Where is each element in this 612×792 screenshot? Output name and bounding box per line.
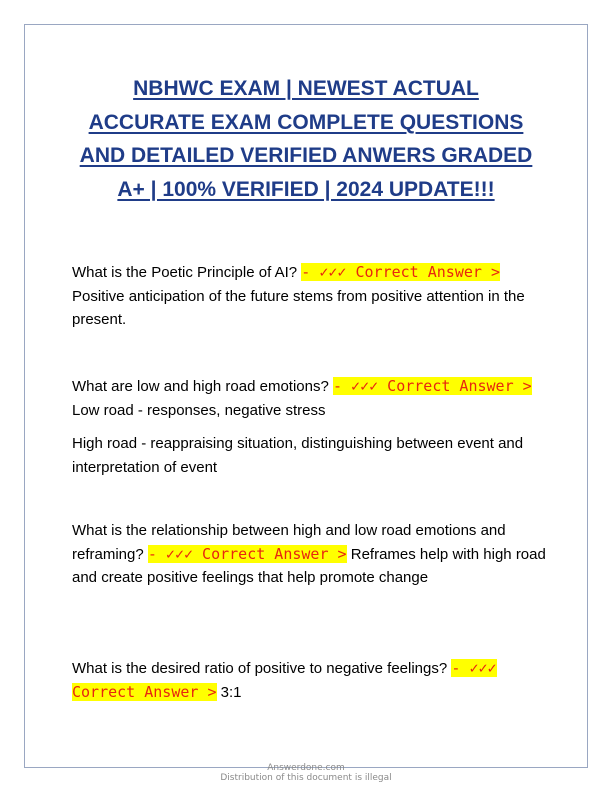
- answer-text: Reframes help with high road and create positive feelings that help promote change: [72, 545, 546, 586]
- correct-answer-marker: - ✓✓✓ Correct Answer >: [333, 377, 532, 395]
- title-line: NBHWC EXAM | NEWEST ACTUAL: [133, 77, 479, 100]
- document-title: [60, 72, 552, 206]
- footer-notice: Distribution of this document is illegal: [220, 773, 392, 783]
- footer-site: Answerdone.com: [267, 763, 345, 773]
- answer-text: Low road - responses, negative stress: [72, 401, 326, 419]
- qa-item: [72, 261, 552, 332]
- answer-text: Positive anticipation of the future stems from positive attention in the present.: [72, 287, 525, 328]
- qa-item: [72, 375, 552, 422]
- title-line: AND DETAILED VERIFIED ANWERS GRADED: [79, 144, 533, 167]
- qa-item: [72, 657, 552, 704]
- correct-answer-marker: - ✓✓✓ Correct Answer >: [147, 544, 347, 563]
- qa-item: [72, 519, 552, 590]
- answer-text: 3:1: [220, 683, 242, 701]
- question-text: What is the relationship between high and low road emotions and reframing?: [72, 522, 506, 563]
- question-text: What are low and high road emotions?: [72, 378, 329, 395]
- correct-answer-marker: - ✓✓✓ Correct Answer >: [301, 263, 500, 281]
- question-text: What is the Poetic Principle of AI?: [72, 264, 298, 281]
- answer-continuation: High road - reappraising situation, distinguishing between event and interpretation of event: [72, 435, 524, 476]
- question-text: What is the desired ratio of positive to negative feelings?: [72, 660, 448, 677]
- correct-answer-marker: - ✓✓✓ Correct Answer >: [72, 659, 497, 701]
- title-line: A+ | 100% VERIFIED | 2024 UPDATE!!!: [117, 177, 495, 201]
- title-line: ACCURATE EXAM COMPLETE QUESTIONS: [88, 110, 524, 134]
